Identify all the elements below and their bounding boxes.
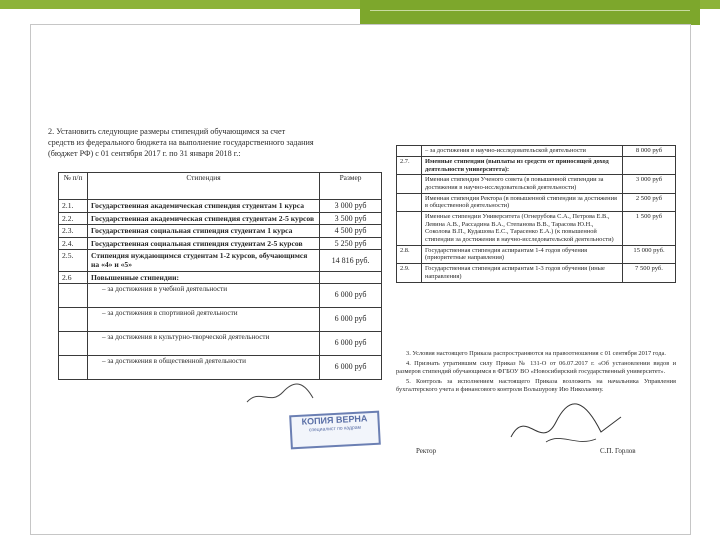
row-name: – за достижения в спортивной деятельности bbox=[88, 307, 320, 331]
paragraph: 4. Признать утратившим силу Приказ № 131-О от 06.07.2017 г. «Об установлении видов и размеров стипендий обучающимся в ФГБОУ ВО «Новосибирский государственный университет». bbox=[396, 359, 676, 376]
row-name: Именная стипендия Ученого совета (в повышенной стипендии за достижения в научно-исследовательской деятельности) bbox=[422, 175, 623, 193]
table-header-row bbox=[59, 173, 382, 200]
intro-line: (бюджет РФ) с 01 сентября 2017 г. по 31 января 2018 г.: bbox=[48, 149, 241, 158]
row-num: 2.2. bbox=[59, 212, 88, 225]
right-document-page bbox=[396, 145, 681, 490]
row-size: 14 816 руб. bbox=[320, 250, 382, 271]
table-row bbox=[59, 237, 382, 250]
stipend-table-right bbox=[396, 145, 676, 283]
table-row bbox=[59, 250, 382, 271]
signer-name: С.П. Горлов bbox=[600, 447, 636, 455]
intro-line: 2. Установить следующие размеры стипендий обучающимся за счет bbox=[48, 127, 286, 136]
row-name: Стипендия нуждающимся студентам 1-2 курсов, обучающимся на «4» и «5» bbox=[88, 250, 320, 271]
row-size: 6 000 руб bbox=[320, 331, 382, 355]
row-size: 4 500 руб bbox=[320, 225, 382, 238]
row-name: – за достижения в культурно-творческой деятельности bbox=[88, 331, 320, 355]
intro-line: средств из федерального бюджета на выполнение государственного задания bbox=[48, 138, 314, 147]
row-size: 6 000 руб bbox=[320, 355, 382, 379]
row-name: Государственная стипендия аспирантам 1-3 годов обучения (иные направления) bbox=[422, 264, 623, 282]
paragraph: 3. Условия настоящего Приказа распространяются на правоотношения с 01 сентября 2017 года. bbox=[406, 350, 666, 357]
table-subrow bbox=[59, 307, 382, 331]
table-row bbox=[397, 212, 676, 246]
header-size: Размер bbox=[320, 173, 382, 200]
row-name: Именная стипендия Ректора (в повышенной стипендии за достижения в общественной деятельности) bbox=[422, 193, 623, 211]
row-num: 2.9. bbox=[397, 264, 422, 282]
top-decoration-stripe bbox=[360, 0, 700, 25]
row-size: 6 000 руб bbox=[320, 283, 382, 307]
row-name: Именные стипендии Университета (Огнерубова С.А., Петрова Е.В., Левина А.В., Рассадина В.А., Степанова В.В., Тарасова Ю.Н., Соколова В.П., Кудашова Е.С., Тарасенко Е.А.) (к повышенной стипендии за достижения в научно-исследовательской деятельности) bbox=[422, 212, 623, 246]
table-row bbox=[397, 146, 676, 157]
table-subrow bbox=[59, 331, 382, 355]
signer-title: Ректор bbox=[416, 447, 437, 455]
row-size: 2 500 руб bbox=[623, 193, 676, 211]
stamp-small-text: специалист по кадрам bbox=[308, 424, 362, 434]
row-num: 2.7. bbox=[397, 156, 422, 174]
row-name: Государственная стипендия аспирантам 1-4 годов обучения (приоритетные направления) bbox=[422, 245, 623, 263]
row-num bbox=[59, 355, 88, 379]
order-paragraphs bbox=[396, 350, 676, 396]
table-row bbox=[397, 156, 676, 174]
table-row bbox=[397, 193, 676, 211]
row-num: 2.5. bbox=[59, 250, 88, 271]
row-size: 3 500 руб bbox=[320, 212, 382, 225]
row-name: – за достижения в общественной деятельности bbox=[88, 355, 320, 379]
paragraph: 5. Контроль за исполнением настоящего Приказа возложить на начальника Управления бухгалтерского учета и финансового контроля Вольшурову Ию Николаевну. bbox=[396, 377, 676, 394]
header-num: № п/п bbox=[59, 173, 88, 200]
stipend-table-left bbox=[58, 172, 382, 380]
intro-paragraph bbox=[48, 126, 382, 159]
row-num bbox=[59, 283, 88, 307]
row-name: Государственная академическая стипендия студентам 1 курса bbox=[88, 200, 320, 213]
row-num bbox=[397, 175, 422, 193]
table-row bbox=[397, 175, 676, 193]
table-row bbox=[397, 264, 676, 282]
row-num bbox=[397, 146, 422, 157]
stripe-line bbox=[370, 10, 690, 11]
row-num: 2.8. bbox=[397, 245, 422, 263]
handwritten-scribble-icon bbox=[245, 380, 315, 410]
row-num bbox=[59, 307, 88, 331]
row-size bbox=[623, 156, 676, 174]
row-name: Именные стипендии (выплаты из средств от приносящей доход деятельности университета): bbox=[422, 156, 623, 174]
row-size: 1 500 руб bbox=[623, 212, 676, 246]
row-num bbox=[397, 193, 422, 211]
table-row bbox=[59, 212, 382, 225]
row-size: 8 000 руб bbox=[623, 146, 676, 157]
left-document-page bbox=[48, 122, 388, 452]
table-row bbox=[397, 245, 676, 263]
row-name: Государственная социальная стипендия студентам 1 курса bbox=[88, 225, 320, 238]
row-num: 2.4. bbox=[59, 237, 88, 250]
header-name: Стипендия bbox=[88, 173, 320, 200]
row-name: Государственная академическая стипендия студентам 2-5 курсов bbox=[88, 212, 320, 225]
row-size: 5 250 руб bbox=[320, 237, 382, 250]
copy-certified-stamp bbox=[289, 411, 381, 450]
table-row bbox=[59, 225, 382, 238]
table-subrow bbox=[59, 283, 382, 307]
stamp-main-text: КОПИЯ ВЕРНА bbox=[301, 413, 368, 427]
row-name: – за достижения в научно-исследовательской деятельности bbox=[422, 146, 623, 157]
row-num bbox=[397, 212, 422, 246]
signer-block bbox=[416, 447, 676, 455]
row-size: 6 000 руб bbox=[320, 307, 382, 331]
row-name: – за достижения в учебной деятельности bbox=[88, 283, 320, 307]
row-name: Повышенные стипендии: bbox=[88, 271, 320, 283]
row-num: 2.1. bbox=[59, 200, 88, 213]
table-row bbox=[59, 200, 382, 213]
table-subrow bbox=[59, 355, 382, 379]
row-size: 15 000 руб. bbox=[623, 245, 676, 263]
row-size bbox=[320, 271, 382, 283]
row-size: 3 000 руб bbox=[320, 200, 382, 213]
row-name: Государственная социальная стипендия студентам 2-5 курсов bbox=[88, 237, 320, 250]
row-num bbox=[59, 331, 88, 355]
row-num: 2.3. bbox=[59, 225, 88, 238]
row-size: 3 000 руб bbox=[623, 175, 676, 193]
table-row bbox=[59, 271, 382, 283]
row-size: 7 500 руб. bbox=[623, 264, 676, 282]
row-num: 2.6 bbox=[59, 271, 88, 283]
